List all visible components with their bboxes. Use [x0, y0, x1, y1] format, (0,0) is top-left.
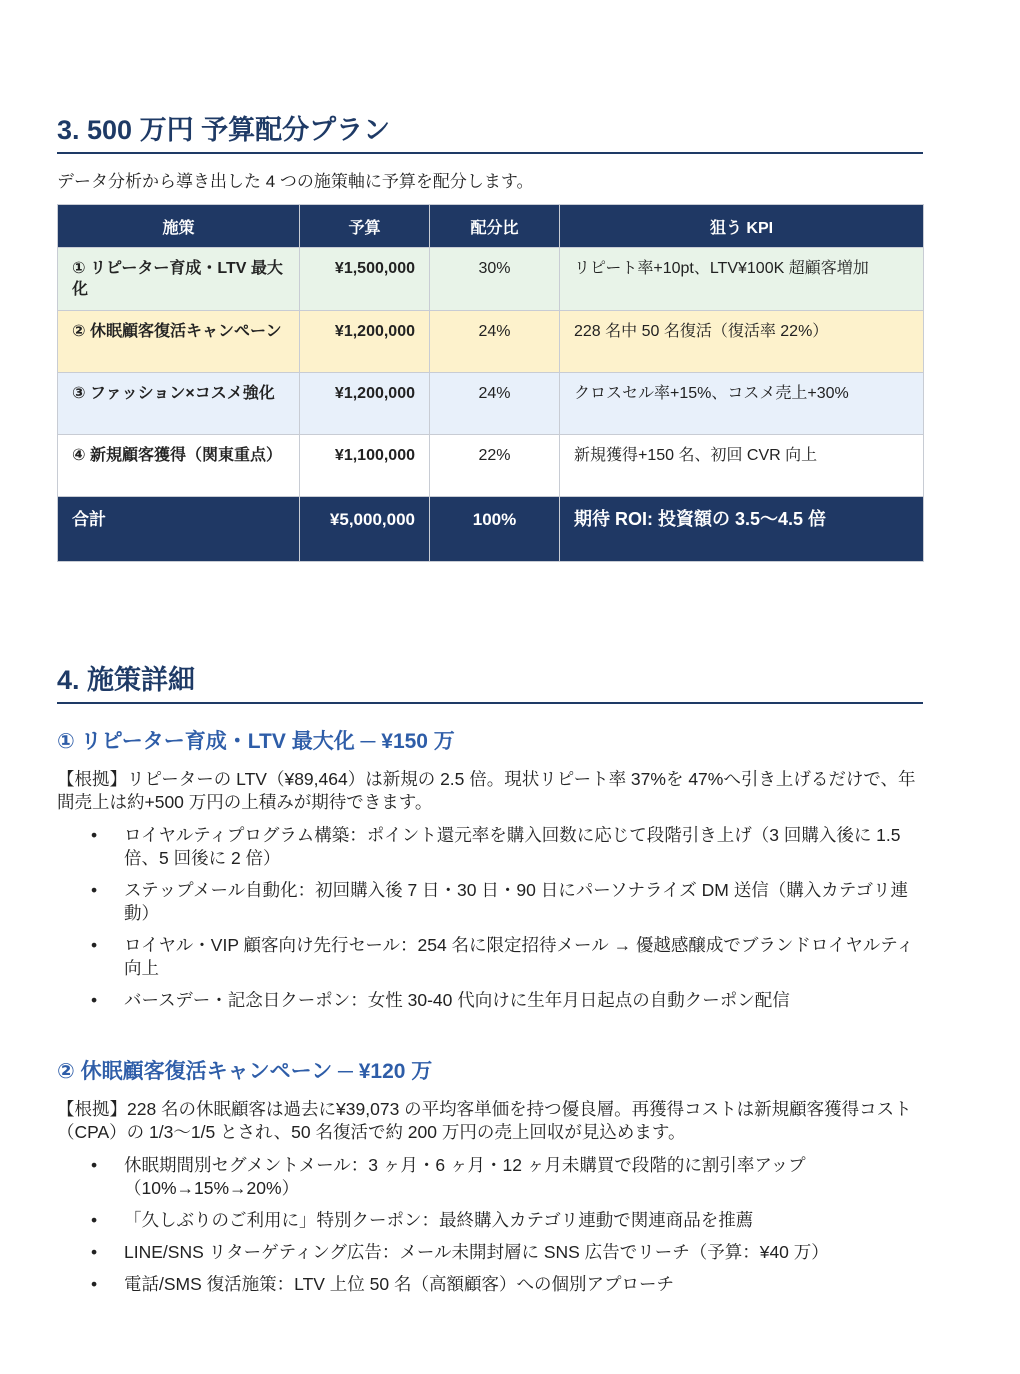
- measure-basis: 【根拠】リピーターの LTV（¥89,464）は新規の 2.5 倍。現状リピート率 37%を 47%へ引き上げるだけで、年間売上は約+500 万円の上積みが期待できます。: [57, 769, 916, 812]
- measure-heading: ① リピーター育成・LTV 最大化 ─ ¥150 万: [57, 730, 455, 753]
- budget-section-title: 3. 500 万円 予算配分プラン: [57, 112, 923, 154]
- header-measure: 施策: [58, 205, 300, 248]
- total-roi: 期待 ROI: 投資額の 3.5〜4.5 倍: [560, 497, 924, 562]
- list-item: [91, 1273, 923, 1296]
- list-item-text: 電話/SMS 復活施策：LTV 上位 50 名（高額顧客）への個別アプローチ: [124, 1274, 674, 1294]
- list-item-text: ステップメール自動化：初回購入後 7 日・30 日・90 日にパーソナライズ DM 送信（購入カテゴリ連動）: [124, 880, 909, 923]
- list-item: [91, 1154, 923, 1200]
- table-total-row: [58, 497, 924, 562]
- list-item-text: LINE/SNS リターゲティング広告：メール未開封層に SNS 広告でリーチ（予算：¥40 万）: [124, 1242, 829, 1262]
- list-item-text: ロイヤル・VIP 顧客向け先行セール：254 名に限定招待メール → 優越感醸成でブランドロイヤルティ向上: [124, 935, 914, 978]
- row-measure-name: ① リピーター育成・LTV 最大化: [58, 248, 300, 311]
- total-ratio: 100%: [430, 497, 560, 562]
- list-item-text: バースデー・記念日クーポン：女性 30-40 代向けに生年月日起点の自動クーポン配信: [124, 990, 790, 1010]
- bullet-marker: •: [91, 1242, 98, 1262]
- budget-table-header: [58, 205, 924, 248]
- header-kpi: 狙う KPI: [560, 205, 924, 248]
- bullet-marker: •: [91, 880, 98, 900]
- detail-section-title: 4. 施策詳細: [57, 662, 923, 704]
- header-ratio: 配分比: [430, 205, 560, 248]
- measure-bullet-list: [57, 824, 923, 1012]
- row-measure-name: ② 休眠顧客復活キャンペーン: [58, 311, 300, 373]
- row-ratio: 24%: [430, 311, 560, 373]
- table-row: [58, 435, 924, 497]
- list-item-text: 休眠期間別セグメントメール：3 ヶ月・6 ヶ月・12 ヶ月未購買で段階的に割引率アップ（10%→15%→20%）: [124, 1155, 806, 1198]
- row-kpi: 228 名中 50 名復活（復活率 22%）: [560, 311, 924, 373]
- row-kpi: リピート率+10pt、LTV¥100K 超顧客増加: [560, 248, 924, 311]
- list-item: [91, 879, 923, 925]
- header-budget: 予算: [300, 205, 430, 248]
- list-item: [91, 1241, 923, 1264]
- list-item: [91, 824, 923, 870]
- bullet-marker: •: [91, 990, 98, 1010]
- bullet-marker: •: [91, 935, 98, 955]
- row-budget: ¥1,200,000: [300, 311, 430, 373]
- bullet-marker: •: [91, 825, 98, 845]
- list-item-text: 「久しぶりのご利用に」特別クーポン：最終購入カテゴリ連動で関連商品を推薦: [124, 1210, 754, 1230]
- detail-section: [57, 662, 923, 1296]
- row-kpi: クロスセル率+15%、コスメ売上+30%: [560, 373, 924, 435]
- row-budget: ¥1,100,000: [300, 435, 430, 497]
- list-item: [91, 1209, 923, 1232]
- total-label: 合計: [58, 497, 300, 562]
- list-item: [91, 934, 923, 980]
- total-budget: ¥5,000,000: [300, 497, 430, 562]
- row-budget: ¥1,200,000: [300, 373, 430, 435]
- bullet-marker: •: [91, 1274, 98, 1294]
- list-item-text: ロイヤルティプログラム構築：ポイント還元率を購入回数に応じて段階引き上げ（3 回購入後に 1.5 倍、5 回後に 2 倍）: [124, 825, 901, 868]
- row-ratio: 30%: [430, 248, 560, 311]
- table-row: [58, 248, 924, 311]
- bullet-marker: •: [91, 1210, 98, 1230]
- budget-table: [57, 204, 924, 562]
- measure-bullet-list: [57, 1154, 923, 1296]
- row-measure-name: ④ 新規顧客獲得（関東重点）: [58, 435, 300, 497]
- document-content: [57, 112, 923, 1305]
- budget-lead-text: データ分析から導き出した 4 つの施策軸に予算を配分します。: [57, 172, 534, 191]
- table-row: [58, 373, 924, 435]
- row-ratio: 24%: [430, 373, 560, 435]
- bullet-marker: •: [91, 1155, 98, 1175]
- measure-heading: ② 休眠顧客復活キャンペーン ─ ¥120 万: [57, 1060, 433, 1083]
- row-measure-name: ③ ファッション×コスメ強化: [58, 373, 300, 435]
- table-row: [58, 311, 924, 373]
- row-ratio: 22%: [430, 435, 560, 497]
- row-budget: ¥1,500,000: [300, 248, 430, 311]
- measure-basis: 【根拠】228 名の休眠顧客は過去に¥39,073 の平均客単価を持つ優良層。再獲得コストは新規顧客獲得コスト（CPA）の 1/3〜1/5 とされ、50 名復活で約 200 万円の売上回収が見込めます。: [57, 1099, 912, 1142]
- row-kpi: 新規獲得+150 名、初回 CVR 向上: [560, 435, 924, 497]
- list-item: [91, 989, 923, 1012]
